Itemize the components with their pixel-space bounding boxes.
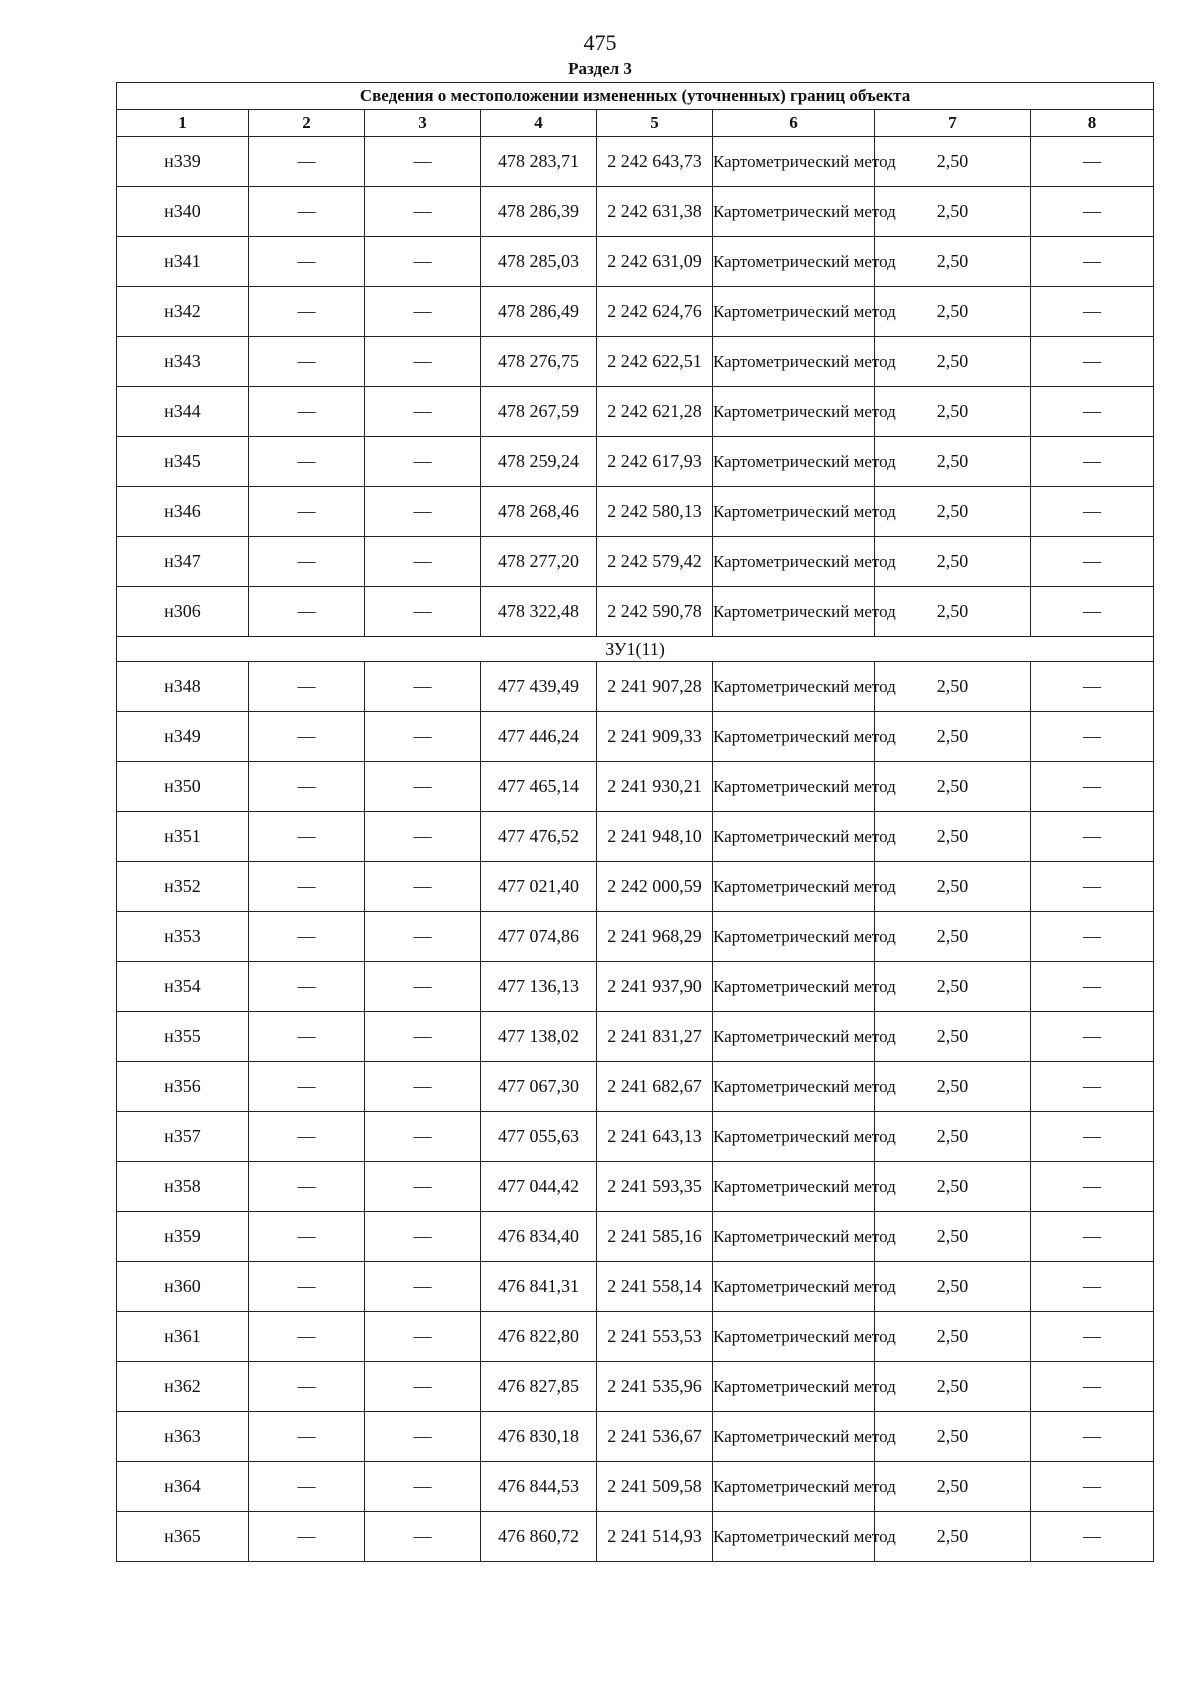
x-coordinate-cell: 477 138,02 — [481, 1012, 597, 1062]
col3-cell: — — [365, 387, 481, 437]
accuracy-cell: 2,50 — [875, 587, 1031, 637]
col8-cell: — — [1031, 1162, 1154, 1212]
accuracy-cell: 2,50 — [875, 712, 1031, 762]
y-coordinate-cell: 2 242 580,13 — [597, 487, 713, 537]
col3-cell: — — [365, 1212, 481, 1262]
x-coordinate-cell: 476 834,40 — [481, 1212, 597, 1262]
accuracy-cell: 2,50 — [875, 1212, 1031, 1262]
method-cell: Картометрический метод — [713, 762, 875, 812]
table-row — [117, 187, 1154, 237]
table-row — [117, 1062, 1154, 1112]
table-row — [117, 387, 1154, 437]
col3-cell: — — [365, 287, 481, 337]
col3-cell: — — [365, 1462, 481, 1512]
table-row — [117, 437, 1154, 487]
boundary-coordinates-table — [116, 82, 1154, 1562]
x-coordinate-cell: 477 021,40 — [481, 862, 597, 912]
col2-cell: — — [249, 387, 365, 437]
point-id-cell: н339 — [117, 137, 249, 187]
col2-cell: — — [249, 862, 365, 912]
x-coordinate-cell: 478 268,46 — [481, 487, 597, 537]
method-cell: Картометрический метод — [713, 237, 875, 287]
table-row — [117, 1312, 1154, 1362]
col2-cell: — — [249, 487, 365, 537]
col3-cell: — — [365, 762, 481, 812]
y-coordinate-cell: 2 242 000,59 — [597, 862, 713, 912]
point-id-cell: н344 — [117, 387, 249, 437]
x-coordinate-cell: 478 286,49 — [481, 287, 597, 337]
column-header: 6 — [713, 110, 875, 137]
col3-cell: — — [365, 912, 481, 962]
col8-cell: — — [1031, 1312, 1154, 1362]
column-header: 1 — [117, 110, 249, 137]
point-id-cell: н361 — [117, 1312, 249, 1362]
point-id-cell: н364 — [117, 1462, 249, 1512]
y-coordinate-cell: 2 241 968,29 — [597, 912, 713, 962]
accuracy-cell: 2,50 — [875, 1512, 1031, 1562]
table-row — [117, 762, 1154, 812]
col3-cell: — — [365, 587, 481, 637]
point-id-cell: н353 — [117, 912, 249, 962]
col3-cell: — — [365, 187, 481, 237]
table-row — [117, 587, 1154, 637]
method-cell: Картометрический метод — [713, 137, 875, 187]
column-header: 5 — [597, 110, 713, 137]
y-coordinate-cell: 2 241 937,90 — [597, 962, 713, 1012]
point-id-cell: н352 — [117, 862, 249, 912]
col8-cell: — — [1031, 187, 1154, 237]
col2-cell: — — [249, 962, 365, 1012]
accuracy-cell: 2,50 — [875, 1262, 1031, 1312]
section-title: Раздел 3 — [568, 59, 632, 78]
accuracy-cell: 2,50 — [875, 962, 1031, 1012]
accuracy-cell: 2,50 — [875, 762, 1031, 812]
col2-cell: — — [249, 1262, 365, 1312]
accuracy-cell: 2,50 — [875, 437, 1031, 487]
column-header: 3 — [365, 110, 481, 137]
x-coordinate-cell: 476 822,80 — [481, 1312, 597, 1362]
y-coordinate-cell: 2 241 907,28 — [597, 662, 713, 712]
accuracy-cell: 2,50 — [875, 862, 1031, 912]
group-label: ЗУ1(11) — [117, 637, 1154, 662]
col8-cell: — — [1031, 662, 1154, 712]
col2-cell: — — [249, 1112, 365, 1162]
y-coordinate-cell: 2 242 579,42 — [597, 537, 713, 587]
method-cell: Картометрический метод — [713, 1262, 875, 1312]
y-coordinate-cell: 2 241 514,93 — [597, 1512, 713, 1562]
method-cell: Картометрический метод — [713, 537, 875, 587]
col2-cell: — — [249, 762, 365, 812]
col3-cell: — — [365, 137, 481, 187]
accuracy-cell: 2,50 — [875, 1112, 1031, 1162]
accuracy-cell: 2,50 — [875, 1412, 1031, 1462]
point-id-cell: н363 — [117, 1412, 249, 1462]
y-coordinate-cell: 2 241 682,67 — [597, 1062, 713, 1112]
y-coordinate-cell: 2 241 535,96 — [597, 1362, 713, 1412]
table-row — [117, 537, 1154, 587]
col3-cell: — — [365, 237, 481, 287]
accuracy-cell: 2,50 — [875, 1362, 1031, 1412]
col3-cell: — — [365, 337, 481, 387]
table-row — [117, 1412, 1154, 1462]
col2-cell: — — [249, 587, 365, 637]
point-id-cell: н306 — [117, 587, 249, 637]
col2-cell: — — [249, 187, 365, 237]
col8-cell: — — [1031, 1112, 1154, 1162]
col3-cell: — — [365, 812, 481, 862]
table-row — [117, 1012, 1154, 1062]
point-id-cell: н351 — [117, 812, 249, 862]
col8-cell: — — [1031, 237, 1154, 287]
x-coordinate-cell: 476 841,31 — [481, 1262, 597, 1312]
table-row — [117, 487, 1154, 537]
col3-cell: — — [365, 537, 481, 587]
column-header: 7 — [875, 110, 1031, 137]
point-id-cell: н342 — [117, 287, 249, 337]
method-cell: Картометрический метод — [713, 437, 875, 487]
y-coordinate-cell: 2 242 631,09 — [597, 237, 713, 287]
y-coordinate-cell: 2 242 617,93 — [597, 437, 713, 487]
col3-cell: — — [365, 1112, 481, 1162]
x-coordinate-cell: 477 055,63 — [481, 1112, 597, 1162]
col8-cell: — — [1031, 1512, 1154, 1562]
point-id-cell: н358 — [117, 1162, 249, 1212]
col3-cell: — — [365, 862, 481, 912]
method-cell: Картометрический метод — [713, 1012, 875, 1062]
table-row — [117, 1362, 1154, 1412]
col2-cell: — — [249, 1312, 365, 1362]
col3-cell: — — [365, 712, 481, 762]
col8-cell: — — [1031, 537, 1154, 587]
y-coordinate-cell: 2 241 536,67 — [597, 1412, 713, 1462]
point-id-cell: н350 — [117, 762, 249, 812]
col8-cell: — — [1031, 137, 1154, 187]
y-coordinate-cell: 2 242 631,38 — [597, 187, 713, 237]
x-coordinate-cell: 477 439,49 — [481, 662, 597, 712]
accuracy-cell: 2,50 — [875, 812, 1031, 862]
point-id-cell: н346 — [117, 487, 249, 537]
col2-cell: — — [249, 1462, 365, 1512]
x-coordinate-cell: 478 277,20 — [481, 537, 597, 587]
x-coordinate-cell: 478 285,03 — [481, 237, 597, 287]
table-row — [117, 962, 1154, 1012]
col2-cell: — — [249, 1512, 365, 1562]
x-coordinate-cell: 476 844,53 — [481, 1462, 597, 1512]
col2-cell: — — [249, 1162, 365, 1212]
col8-cell: — — [1031, 437, 1154, 487]
point-id-cell: н365 — [117, 1512, 249, 1562]
method-cell: Картометрический метод — [713, 812, 875, 862]
table-row — [117, 1262, 1154, 1312]
y-coordinate-cell: 2 242 590,78 — [597, 587, 713, 637]
x-coordinate-cell: 477 044,42 — [481, 1162, 597, 1212]
method-cell: Картометрический метод — [713, 487, 875, 537]
col8-cell: — — [1031, 387, 1154, 437]
method-cell: Картометрический метод — [713, 962, 875, 1012]
method-cell: Картометрический метод — [713, 712, 875, 762]
method-cell: Картометрический метод — [713, 587, 875, 637]
col3-cell: — — [365, 437, 481, 487]
table-row — [117, 337, 1154, 387]
y-coordinate-cell: 2 241 585,16 — [597, 1212, 713, 1262]
method-cell: Картометрический метод — [713, 1162, 875, 1212]
accuracy-cell: 2,50 — [875, 1062, 1031, 1112]
method-cell: Картометрический метод — [713, 1462, 875, 1512]
column-header: 4 — [481, 110, 597, 137]
x-coordinate-cell: 477 136,13 — [481, 962, 597, 1012]
point-id-cell: н362 — [117, 1362, 249, 1412]
table-row — [117, 287, 1154, 337]
col8-cell: — — [1031, 337, 1154, 387]
col8-cell: — — [1031, 287, 1154, 337]
table-row — [117, 237, 1154, 287]
col8-cell: — — [1031, 712, 1154, 762]
table-row — [117, 912, 1154, 962]
y-coordinate-cell: 2 241 553,53 — [597, 1312, 713, 1362]
col2-cell: — — [249, 662, 365, 712]
x-coordinate-cell: 478 276,75 — [481, 337, 597, 387]
col8-cell: — — [1031, 1362, 1154, 1412]
method-cell: Картометрический метод — [713, 1062, 875, 1112]
x-coordinate-cell: 478 267,59 — [481, 387, 597, 437]
y-coordinate-cell: 2 241 558,14 — [597, 1262, 713, 1312]
col2-cell: — — [249, 287, 365, 337]
col8-cell: — — [1031, 587, 1154, 637]
accuracy-cell: 2,50 — [875, 337, 1031, 387]
col8-cell: — — [1031, 1212, 1154, 1262]
accuracy-cell: 2,50 — [875, 387, 1031, 437]
point-id-cell: н345 — [117, 437, 249, 487]
table-row — [117, 712, 1154, 762]
point-id-cell: н347 — [117, 537, 249, 587]
table-row — [117, 1462, 1154, 1512]
accuracy-cell: 2,50 — [875, 1312, 1031, 1362]
column-header: 8 — [1031, 110, 1154, 137]
x-coordinate-cell: 478 259,24 — [481, 437, 597, 487]
table-caption: Сведения о местоположении измененных (уточненных) границ объекта — [117, 83, 1154, 110]
y-coordinate-cell: 2 241 831,27 — [597, 1012, 713, 1062]
y-coordinate-cell: 2 241 643,13 — [597, 1112, 713, 1162]
method-cell: Картометрический метод — [713, 387, 875, 437]
col2-cell: — — [249, 1362, 365, 1412]
y-coordinate-cell: 2 242 643,73 — [597, 137, 713, 187]
col8-cell: — — [1031, 1462, 1154, 1512]
col3-cell: — — [365, 1012, 481, 1062]
col2-cell: — — [249, 1062, 365, 1112]
x-coordinate-cell: 478 283,71 — [481, 137, 597, 187]
col2-cell: — — [249, 1412, 365, 1462]
accuracy-cell: 2,50 — [875, 1162, 1031, 1212]
point-id-cell: н341 — [117, 237, 249, 287]
y-coordinate-cell: 2 242 624,76 — [597, 287, 713, 337]
point-id-cell: н354 — [117, 962, 249, 1012]
col2-cell: — — [249, 1212, 365, 1262]
col3-cell: — — [365, 1162, 481, 1212]
col8-cell: — — [1031, 1412, 1154, 1462]
col3-cell: — — [365, 1412, 481, 1462]
col3-cell: — — [365, 1362, 481, 1412]
point-id-cell: н356 — [117, 1062, 249, 1112]
point-id-cell: н360 — [117, 1262, 249, 1312]
accuracy-cell: 2,50 — [875, 537, 1031, 587]
table-row — [117, 1512, 1154, 1562]
col8-cell: — — [1031, 1012, 1154, 1062]
accuracy-cell: 2,50 — [875, 1462, 1031, 1512]
x-coordinate-cell: 477 476,52 — [481, 812, 597, 862]
page-number: 475 — [583, 30, 617, 55]
x-coordinate-cell: 477 067,30 — [481, 1062, 597, 1112]
table-row — [117, 862, 1154, 912]
accuracy-cell: 2,50 — [875, 487, 1031, 537]
x-coordinate-cell: 477 446,24 — [481, 712, 597, 762]
col2-cell: — — [249, 237, 365, 287]
col3-cell: — — [365, 487, 481, 537]
col3-cell: — — [365, 1062, 481, 1112]
method-cell: Картометрический метод — [713, 1212, 875, 1262]
x-coordinate-cell: 476 830,18 — [481, 1412, 597, 1462]
col2-cell: — — [249, 712, 365, 762]
table-row — [117, 662, 1154, 712]
y-coordinate-cell: 2 242 621,28 — [597, 387, 713, 437]
table-row — [117, 812, 1154, 862]
method-cell: Картометрический метод — [713, 1312, 875, 1362]
method-cell: Картометрический метод — [713, 662, 875, 712]
col2-cell: — — [249, 537, 365, 587]
accuracy-cell: 2,50 — [875, 187, 1031, 237]
col3-cell: — — [365, 662, 481, 712]
x-coordinate-cell: 478 322,48 — [481, 587, 597, 637]
col2-cell: — — [249, 337, 365, 387]
col2-cell: — — [249, 812, 365, 862]
table-body — [117, 137, 1154, 1562]
table-row — [117, 1112, 1154, 1162]
col2-cell: — — [249, 912, 365, 962]
col2-cell: — — [249, 437, 365, 487]
column-header: 2 — [249, 110, 365, 137]
col2-cell: — — [249, 137, 365, 187]
y-coordinate-cell: 2 241 509,58 — [597, 1462, 713, 1512]
method-cell: Картометрический метод — [713, 1512, 875, 1562]
y-coordinate-cell: 2 241 909,33 — [597, 712, 713, 762]
accuracy-cell: 2,50 — [875, 137, 1031, 187]
column-header-row — [117, 110, 1154, 137]
method-cell: Картометрический метод — [713, 1412, 875, 1462]
y-coordinate-cell: 2 241 593,35 — [597, 1162, 713, 1212]
method-cell: Картометрический метод — [713, 287, 875, 337]
col2-cell: — — [249, 1012, 365, 1062]
x-coordinate-cell: 477 074,86 — [481, 912, 597, 962]
accuracy-cell: 2,50 — [875, 912, 1031, 962]
point-id-cell: н343 — [117, 337, 249, 387]
col8-cell: — — [1031, 912, 1154, 962]
accuracy-cell: 2,50 — [875, 287, 1031, 337]
y-coordinate-cell: 2 241 930,21 — [597, 762, 713, 812]
table-row — [117, 1162, 1154, 1212]
point-id-cell: н355 — [117, 1012, 249, 1062]
x-coordinate-cell: 477 465,14 — [481, 762, 597, 812]
y-coordinate-cell: 2 241 948,10 — [597, 812, 713, 862]
method-cell: Картометрический метод — [713, 187, 875, 237]
col8-cell: — — [1031, 762, 1154, 812]
col8-cell: — — [1031, 1262, 1154, 1312]
method-cell: Картометрический метод — [713, 912, 875, 962]
x-coordinate-cell: 478 286,39 — [481, 187, 597, 237]
point-id-cell: н359 — [117, 1212, 249, 1262]
point-id-cell: н357 — [117, 1112, 249, 1162]
y-coordinate-cell: 2 242 622,51 — [597, 337, 713, 387]
method-cell: Картометрический метод — [713, 862, 875, 912]
col3-cell: — — [365, 1512, 481, 1562]
x-coordinate-cell: 476 860,72 — [481, 1512, 597, 1562]
accuracy-cell: 2,50 — [875, 237, 1031, 287]
col8-cell: — — [1031, 962, 1154, 1012]
point-id-cell: н349 — [117, 712, 249, 762]
table-row — [117, 1212, 1154, 1262]
accuracy-cell: 2,50 — [875, 662, 1031, 712]
method-cell: Картометрический метод — [713, 337, 875, 387]
col3-cell: — — [365, 1262, 481, 1312]
method-cell: Картометрический метод — [713, 1112, 875, 1162]
x-coordinate-cell: 476 827,85 — [481, 1362, 597, 1412]
accuracy-cell: 2,50 — [875, 1012, 1031, 1062]
group-label-row — [117, 637, 1154, 662]
method-cell: Картометрический метод — [713, 1362, 875, 1412]
col8-cell: — — [1031, 812, 1154, 862]
col3-cell: — — [365, 962, 481, 1012]
point-id-cell: н348 — [117, 662, 249, 712]
table-row — [117, 137, 1154, 187]
col8-cell: — — [1031, 487, 1154, 537]
col8-cell: — — [1031, 1062, 1154, 1112]
point-id-cell: н340 — [117, 187, 249, 237]
col8-cell: — — [1031, 862, 1154, 912]
col3-cell: — — [365, 1312, 481, 1362]
